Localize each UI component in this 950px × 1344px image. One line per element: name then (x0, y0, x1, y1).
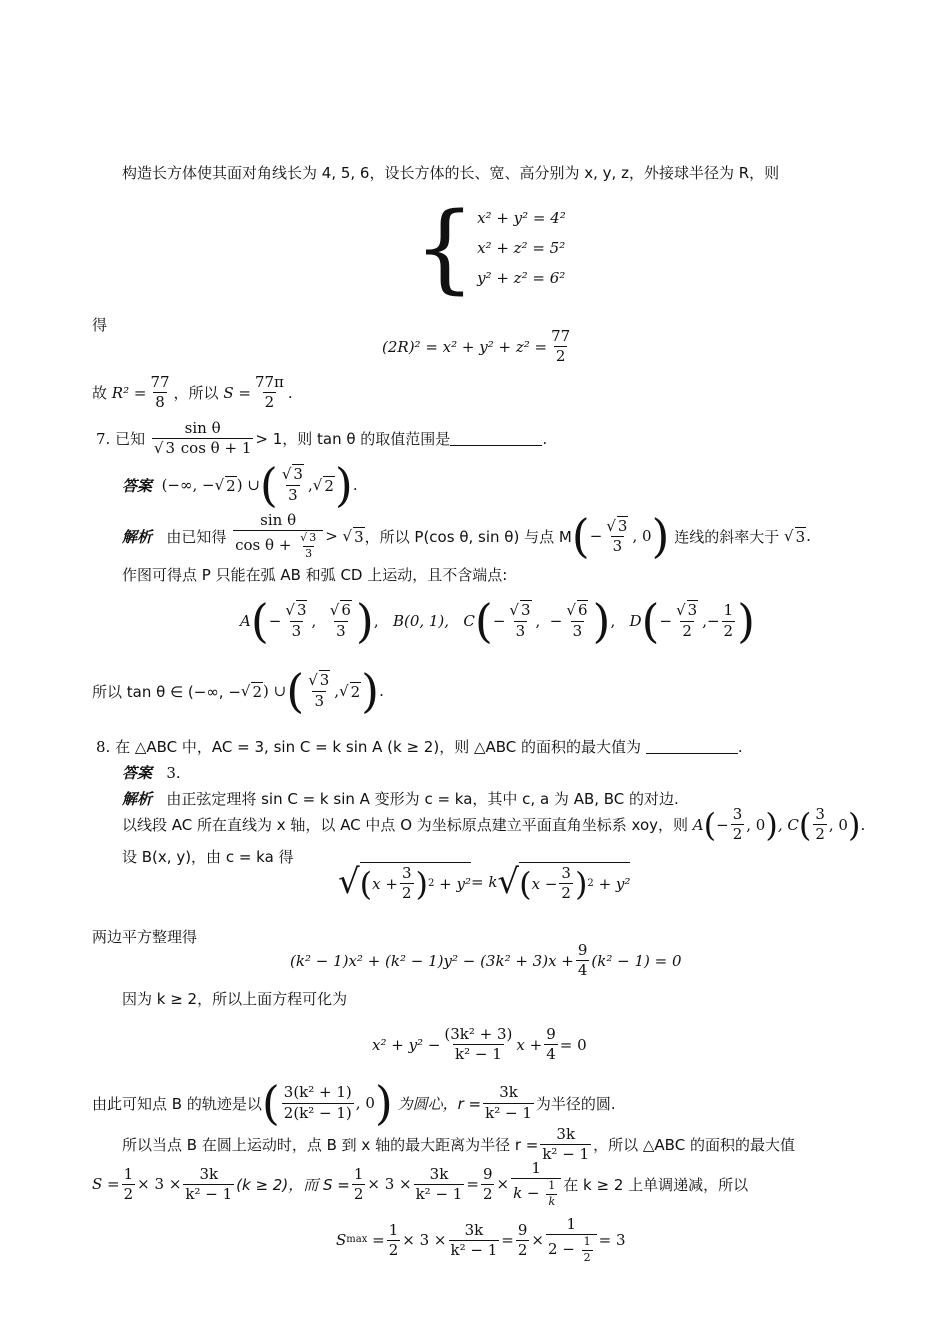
paren-left: ( (641, 594, 660, 648)
fraction: $\frac{\text{(3k² + 3)}}{\text{k² − 1}}$ (444, 1025, 513, 1064)
radicand: ( x + $\frac{3}{2}$ ) 2 + y² (359, 864, 471, 903)
fraction: $\frac{3}{2}$ (815, 805, 825, 844)
answer-label: 答案 (122, 764, 153, 782)
eq-part: × 3 × (137, 1175, 182, 1194)
eq-part: = 3 (598, 1231, 626, 1250)
fraction: $\frac{3k}{\text{k² − 1}}$ (415, 1164, 463, 1203)
paren-left: ( (798, 805, 812, 844)
trajectory-text: 为圆心，r = (397, 1094, 482, 1113)
q8-number: 8. (96, 737, 111, 756)
fraction: $\frac{9}{4}$ (546, 1025, 556, 1064)
fraction: $\frac{9}{2}$ (517, 1220, 528, 1259)
equation-system (414, 192, 566, 304)
q8-answer (122, 762, 181, 783)
eq-k: = k (470, 873, 498, 892)
paren-right: ) (737, 594, 756, 648)
eq-part: × (496, 1175, 510, 1194)
sphere-equation (382, 328, 574, 366)
fraction: $\frac{3}{2}$ (401, 864, 412, 903)
q7-condition: > 1，则 tan θ 的取值范围是 (255, 430, 451, 449)
fraction: $\frac{\text{sin θ}}{\text{√ 3 cos θ + 1}}$ (153, 419, 252, 458)
period: . (287, 383, 293, 402)
fraction: $\frac{√ 3}{3}$ (509, 601, 531, 640)
paren-left: ( (261, 1076, 280, 1130)
union: ) ∪ (263, 682, 287, 700)
circle-equation (372, 1026, 587, 1064)
trajectory-line (92, 1076, 616, 1130)
fraction: $\frac{1}{2}$ (388, 1220, 399, 1259)
max-distance-line (122, 1126, 795, 1164)
eq-part: = (372, 1231, 385, 1250)
paren-right: ) (765, 805, 778, 844)
paren-left: ( (474, 594, 493, 648)
sqrt-3: 3 (354, 527, 364, 546)
de-word: 得 (92, 316, 108, 334)
fraction: $\frac{77}{8}$ (150, 373, 170, 412)
eq-part: (k ≥ 2)，而 S = (236, 1175, 350, 1194)
fraction: $\frac{77}{2}$ (551, 327, 571, 366)
fraction: $\frac{3k}{\text{k² − 1}}$ (185, 1164, 233, 1203)
fraction: $\frac{9}{2}$ (482, 1164, 493, 1203)
point-b: B(0, 1), (392, 612, 450, 630)
explain-label: 解析 (122, 790, 153, 808)
q8-stem-text: 在 △ABC 中，AC = 3, sin C = k sin A (k ≥ 2)，则 △ABC 的面积的最大值为 (115, 738, 642, 756)
eq-part: × (531, 1231, 544, 1250)
s-symbol: S (336, 1231, 347, 1250)
fraction: $\frac{3}{2}$ (561, 864, 571, 903)
system-eq-3: y² + z² = 6² (477, 269, 566, 287)
point-label: C (463, 612, 475, 630)
paren-left: ( (250, 594, 269, 648)
yinwei-text: 因为 k ≥ 2，所以上面方程可化为 (122, 990, 348, 1008)
fraction: $\frac{√ 3}{3}$ (308, 671, 330, 710)
s-left: S = (223, 383, 251, 402)
max-text: 所以当点 B 在圆上运动时，点 B 到 x 轴的最大距离为半径 r = (122, 1136, 539, 1155)
sqrt-2: 2 (252, 682, 263, 701)
trajectory-text: 为半径的圆. (535, 1094, 616, 1113)
paren-left: ( (703, 805, 717, 844)
fraction: $\frac{√ 3}{2}$ (676, 601, 698, 640)
period: . (806, 527, 811, 546)
period: . (542, 429, 548, 448)
paren-left: ( (571, 509, 590, 564)
radical: √ (497, 862, 520, 903)
conclusion-text: 所以 tan θ ∈ (−∞, − (92, 682, 241, 701)
eq-part: = (501, 1231, 514, 1250)
answer-part: ) ∪ (236, 476, 260, 494)
paren-right: ) (592, 594, 611, 648)
trajectory-text: 由此可知点 B 的轨迹是以 (92, 1094, 262, 1113)
point-label: A (240, 612, 251, 630)
fraction: $\frac{1}{2}$ (353, 1164, 364, 1203)
r2-left: R² = (111, 383, 147, 402)
q7-explain: 解析 由已知得 sin θ cos θ + $\frac{√ 3}{3}$ > √ 3 ，所以 P(cos θ, sin θ) 与点 M ( − $\frac{√ 3}{3}$ , 0 ) 连线的斜率大于 √ 3 . (122, 509, 811, 564)
distance-equation (338, 862, 630, 903)
answer-label: 答案 (122, 476, 153, 495)
eq-part: (k² − 1)x² + (k² − 1)y² − (3k² + 3)x + (290, 951, 574, 970)
fraction: $\frac{√ 3}{3}$ (606, 516, 628, 555)
fraction: $\frac{1}{2}$ (123, 1164, 134, 1203)
q7-points: A ( − $\frac{√ 3}{3}$ , $\frac{√ 6}{3}$ ) , B(0, 1), C ( − $\frac{√ 3}{3}$ , − $\frac{√ 6}{3}$ ) , D ( − $\frac{√ 3}{2}$ ,− $\frac{1}{2}$ ) (240, 594, 756, 648)
q7-stem (96, 420, 547, 458)
answer-value: 3. (166, 763, 181, 782)
fraction: $\frac{3k}{\text{k² − 1}}$ (450, 1220, 498, 1259)
minus: − (589, 527, 603, 546)
point-label: D (629, 612, 642, 630)
period: . (737, 737, 743, 756)
paren-right: ) (355, 594, 374, 648)
q7-conclusion: 所以 tan θ ∈ (−∞, − √ 2 ) ∪ ( $\frac{√ 3}{3}$ ,√ 2 ) . (92, 664, 384, 718)
sqrt-2: 2 (350, 682, 361, 701)
expanded-equation (290, 942, 682, 980)
fraction: 1 k − $\frac{1}{k}$ (511, 1160, 561, 1209)
point-label: A (692, 815, 704, 834)
q7-prefix: 已知 (115, 430, 146, 449)
smax-equation: S max = $\frac{1}{2}$ × 3 × $\frac{3k}{\text{k² − 1}}$ = $\frac{9}{2}$ × 1 2 − $\frac{1}{2}$ = 3 (336, 1215, 626, 1264)
eq-left: (2R)² = x² + y² + z² = (382, 337, 548, 356)
system-eq-2: x² + z² = 5² (477, 239, 566, 257)
coord: , 0 (632, 527, 652, 546)
fraction: $\frac{3k}{\text{k² − 1}}$ (485, 1083, 532, 1122)
paren-right: ) (847, 805, 861, 844)
radicand: ( x − $\frac{3}{2}$ ) 2 + y² (519, 864, 631, 903)
fraction: $\frac{77\pi}{2}$ (254, 373, 284, 412)
point-label: , C (777, 815, 799, 834)
answer-part: (−∞, − (161, 476, 215, 494)
fraction: $\frac{\text{3(k² + 1)}}{\text{2(k² − 1)}}$ (283, 1083, 352, 1122)
explain-text: 由正弦定理将 sin C = k sin A 变形为 c = ka，其中 c, a 为 AB, BC 的对边. (166, 790, 679, 808)
fraction: $\frac{3k}{\text{k² − 1}}$ (542, 1125, 590, 1164)
paren-right: ) (361, 664, 380, 718)
explain-text: 以线段 AC 所在直线为 x 轴，以 AC 中点 O 为坐标原点建立平面直角坐标系 xoy，则 (122, 816, 689, 835)
fraction: $\frac{9}{4}$ (577, 941, 588, 980)
fraction: $\frac{√ 6}{3}$ (329, 601, 351, 640)
gt-sign: > (325, 527, 338, 546)
sqrt-2: 2 (324, 476, 334, 495)
q7-answer: 答案 (−∞, − √ 2 ) ∪ ( $\frac{√ 3}{3}$ , √ 2 ) . (122, 458, 358, 512)
sqrt-2: 2 (226, 476, 236, 495)
q8-stem (96, 736, 743, 757)
area-line (92, 1160, 748, 1209)
liangbian-text: 两边平方整理得 (92, 928, 198, 946)
gu-word: 故 (92, 384, 108, 403)
eq-part: = (466, 1175, 479, 1194)
paren-right: ) (374, 1076, 393, 1130)
intro-line: 构造长方体使其面对角线长为 4, 5, 6，设长方体的长、宽、高分别为 x, y, z，外接球半径为 R，则 (122, 164, 780, 182)
radius-result (92, 374, 293, 412)
explain-text: 连线的斜率大于 (674, 527, 780, 546)
answer-blank (450, 431, 542, 446)
explain-text: ，所以 P(cos θ, sin θ) 与点 M (364, 527, 572, 546)
system-eq-1: x² + y² = 4² (477, 209, 566, 227)
paren-left: ( (286, 664, 305, 718)
fraction: $\frac{√ 3}{3}$ (281, 465, 303, 504)
fraction: $\frac{√ 3}{3}$ (285, 601, 307, 640)
eq-part: x² + y² − (372, 1035, 441, 1054)
fraction: $\frac{√ 6}{3}$ (566, 601, 588, 640)
q7-number: 7. (96, 429, 111, 448)
explain-text: 由已知得 (166, 527, 227, 546)
eq-part: × 3 × (402, 1231, 447, 1250)
eq-part: × 3 × (367, 1175, 412, 1194)
paren-right: ) (334, 458, 353, 512)
q8-explain-2: 以线段 AC 所在直线为 x 轴，以 AC 中点 O 为坐标原点建立平面直角坐标系 xoy，则 A ( − $\frac{3}{2}$ , 0 ) , C ( $\frac{3}{2}$ , 0 ) . (122, 805, 866, 844)
q7-line2: 作图可得点 P 只能在弧 AB 和弧 CD 上运动，且不含端点: (122, 566, 508, 584)
explain-label: 解析 (122, 527, 153, 546)
fraction: 1 2 − $\frac{1}{2}$ (546, 1216, 597, 1265)
fraction: $\frac{1}{2}$ (723, 601, 734, 640)
coord: , 0 (355, 1094, 375, 1112)
max-text: ，所以 △ABC 的面积的最大值 (593, 1136, 795, 1155)
sqrt-3: 3 (795, 527, 806, 546)
eq-part: x + (516, 1035, 543, 1054)
eq-part: 在 k ≥ 2 上单调递减，所以 (563, 1175, 749, 1194)
q8-explain-3: 设 B(x, y)，由 c = ka 得 (122, 848, 294, 866)
eq-part: (k² − 1) = 0 (591, 951, 682, 970)
paren-left: ( (259, 458, 278, 512)
fraction: sin θ cos θ + $\frac{√ 3}{3}$ (233, 512, 323, 561)
radical: √ (338, 862, 360, 903)
paren-right: ) (651, 509, 670, 564)
left-brace: { (414, 192, 476, 304)
fraction: $\frac{3}{2}$ (732, 805, 743, 844)
answer-blank (646, 739, 738, 754)
suoyi-word: ，所以 (173, 384, 219, 403)
eq-part: = 0 (559, 1035, 587, 1054)
comma: , (307, 476, 313, 494)
eq-part: S = (92, 1175, 120, 1194)
